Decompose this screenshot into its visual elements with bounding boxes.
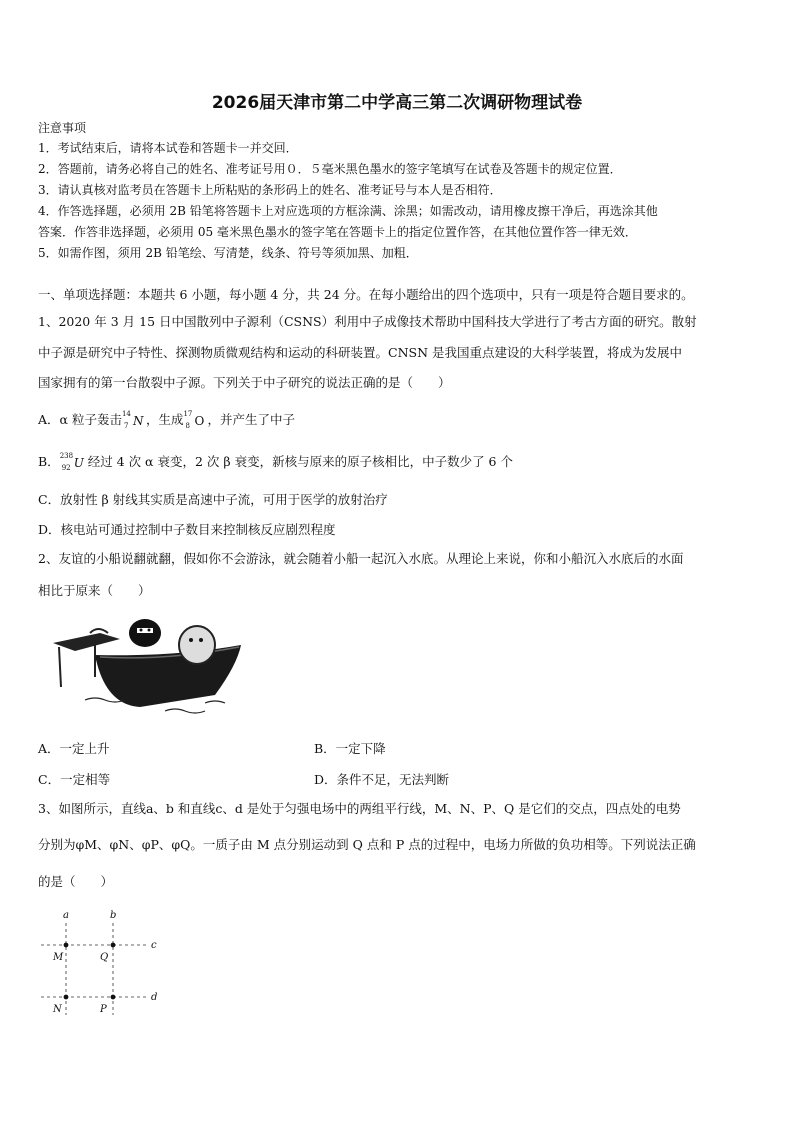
- q2-option-a: A．一定上升: [38, 741, 110, 756]
- notice-item-5: 5．如需作图，须用 2B 铅笔绘、写清楚，线条、符号等须加黑、加粗．: [38, 246, 418, 260]
- q3-line-2: 分别为φM、φN、φP、φQ。一质子由 M 点分别运动到 Q 点和 P 点的过程中，电场力所做的负功相等。下列说法正确: [38, 837, 696, 852]
- q2-option-c: C．一定相等: [38, 772, 111, 787]
- nitrogen-nuclide: 14 7 N: [121, 409, 144, 430]
- notice-item-4: 4．作答选择题，必须用 2B 铅笔将答题卡上对应选项的方框涂满、涂黑；如需改动，请用橡皮擦干净后，再选涂其他: [38, 204, 658, 218]
- q3-field-diagram: [36, 905, 176, 1025]
- q1-option-c: C．放射性 β 射线其实质是高速中子流，可用于医学的放射治疗: [38, 492, 388, 507]
- section-heading: 一、单项选择题：本题共 6 小题，每小题 4 分，共 24 分。在每小题给出的四个选项中，只有一项是符合题目要求的。: [38, 287, 694, 302]
- line-a-label: a: [63, 910, 69, 921]
- point-q-label: Q: [100, 952, 109, 963]
- notice-item-3: 3．请认真核对监考员在答题卡上所粘贴的条形码上的姓名、准考证号与本人是否相符．: [38, 183, 502, 197]
- q2-option-d: D．条件不足，无法判断: [314, 772, 450, 787]
- q1-option-b: B． 238 92 U 经过 4 次 α 衰变，2 次 β 衰变，新核与原来的原子核相比，中子数少了 6 个: [38, 451, 513, 472]
- uranium-nuclide: 238 92 U: [59, 451, 84, 472]
- boat-illustration: [45, 615, 245, 720]
- q1-line-1: 1、2020 年 3 月 15 日中国散列中子源利（CSNS）利用中子成像技术帮助中国科技大学进行了考古方面的研究。散射: [38, 314, 697, 329]
- notice-heading: 注意事项: [38, 121, 87, 135]
- line-d-label: d: [151, 992, 158, 1003]
- notice-item-4-cont: 答案．作答非选择题，必须用 05 毫米黑色墨水的签字笔在答题卡上的指定位置作答，在其他位置作答一律无效．: [38, 225, 637, 239]
- q1-line-3: 国家拥有的第一台散裂中子源。下列关于中子研究的说法正确的是（ ）: [38, 375, 451, 390]
- q2-line-1: 2、友谊的小船说翻就翻，假如你不会游泳，就会随着小船一起沉入水底。从理论上来说，你和小船沉入水底后的水面: [38, 551, 684, 566]
- point-p-label: P: [100, 1004, 107, 1015]
- notice-item-1: 1．考试结束后，请将本试卷和答题卡一并交回．: [38, 141, 298, 155]
- page-title: 2026届天津市第二中学高三第二次调研物理试卷: [211, 93, 583, 113]
- point-m-label: M: [53, 952, 64, 963]
- q2-line-2: 相比于原来（ ）: [38, 583, 151, 598]
- q1-line-2: 中子源是研究中子特性、探测物质微观结构和运动的科研装置。CNSN 是我国重点建设的大科学装置，将成为发展中: [38, 345, 682, 360]
- q3-line-3: 的是（ ）: [38, 874, 114, 889]
- q1-option-d: D．核电站可通过控制中子数目来控制核反应剧烈程度: [38, 522, 336, 537]
- q2-option-b: B．一定下降: [314, 741, 386, 756]
- point-n-label: N: [53, 1004, 62, 1015]
- q1-option-a: A．α 粒子轰击 14 7 N ，生成 17 8 O ，并产生了中子: [38, 409, 295, 430]
- oxygen-nuclide: 17 8 O: [183, 409, 205, 430]
- notice-item-2: 2．答题前，请务必将自己的姓名、准考证号用０．５毫米黑色墨水的签字笔填写在试卷及答题卡的规定位置．: [38, 162, 622, 176]
- line-b-label: b: [110, 910, 117, 921]
- q3-line-1: 3、如图所示，直线a、b 和直线c、d 是处于匀强电场中的两组平行线，M、N、P、Q 是它们的交点，四点处的电势: [38, 801, 681, 816]
- line-c-label: c: [151, 940, 157, 951]
